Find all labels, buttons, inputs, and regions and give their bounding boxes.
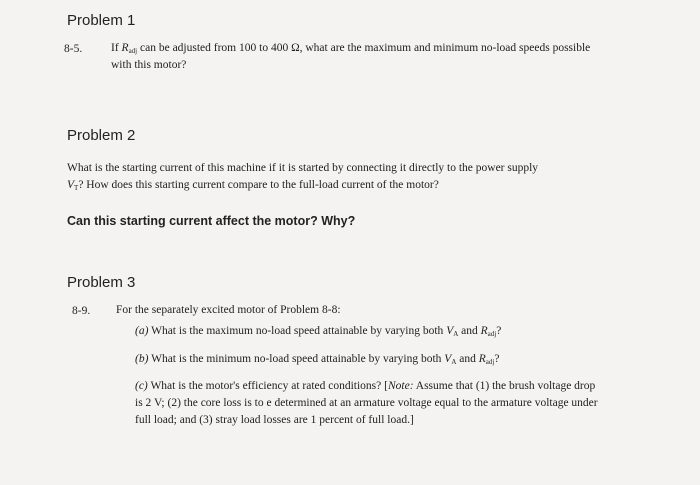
- problem-1-text: [111, 40, 590, 74]
- problem-3-part-a: (a) What is the maximum no-load speed attainable by varying both $V_A$ and $R_{adj}$?: [135, 325, 502, 338]
- problem-2-line-2: $V_T$? How does this starting current compare to the full-load current of the motor?: [67, 179, 439, 192]
- problem-3-intro: For the separately excited motor of Problem 8-8:: [116, 304, 341, 316]
- part-c-label: (c): [135, 380, 148, 392]
- problem-3-number: 8-9.: [72, 305, 91, 317]
- problem-1-number: 8-5.: [64, 43, 83, 55]
- problem-3-heading: Problem 3: [67, 274, 136, 291]
- problem-2-text: [67, 160, 538, 194]
- problem-1-line-1: If $R_{adj}$ can be adjusted from 100 to 400 Ω, what are the maximum and minimum no-load speeds possible: [111, 42, 591, 55]
- problem-1-line-2: with this motor?: [111, 59, 187, 71]
- problem-3-part-c: (c) What is the motor's efficiency at rated conditions? [Note: Assume that (1) the brush voltage drop is 2 V; (2) the core loss is to e determined at an armature voltage equal to the armature voltage under full load; and (3) stray load losses are 1 percent of full load.]: [135, 380, 598, 426]
- problem-3-part-b: (b) What is the minimum no-load speed attainable by varying both $V_A$ and $R_{adj}$?: [135, 353, 500, 366]
- problem-1-heading: Problem 1: [67, 12, 136, 29]
- problem-2-line-1: What is the starting current of this machine if it is started by connecting it directly to the power supply: [67, 162, 539, 174]
- problem-2-heading: Problem 2: [67, 127, 136, 144]
- problem-2-followup: Can this starting current affect the motor? Why?: [67, 214, 356, 228]
- part-b-label: (b): [135, 353, 149, 365]
- part-a-label: (a): [135, 325, 149, 337]
